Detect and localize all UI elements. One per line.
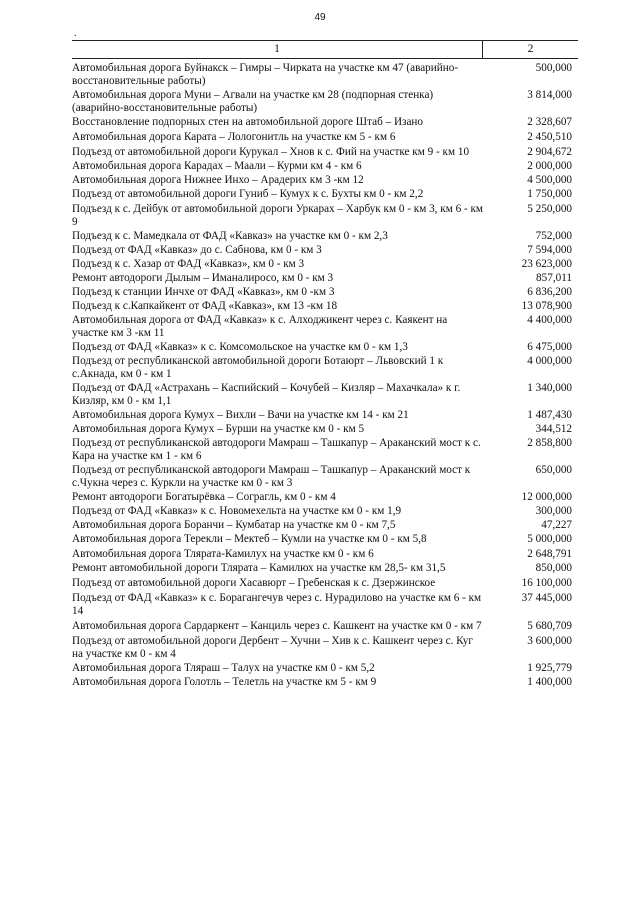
amount-value: 23 623,000: [521, 258, 572, 270]
table-row: [72, 230, 578, 243]
amount-value: 4 500,000: [527, 174, 572, 186]
table-row: [72, 577, 578, 590]
table-row: [72, 409, 578, 422]
amount-value: 857,011: [536, 272, 572, 284]
table-row: [72, 423, 578, 436]
table-row: [72, 382, 578, 408]
road-description: Подъезд от автомобильной дороги Хасавюрт – Гребенская к с. Дзержинское: [72, 577, 436, 589]
road-description: Автомобильная дорога от ФАД «Кавказ» к с. Алходжикент через с. Каякент на участке км 3 -км 11: [72, 314, 448, 339]
road-description: Подъезд от республиканской автомобильной дороги Ботаюрт – Львовский 1 к с.Акнада, км 0 - км 1: [72, 355, 444, 380]
amount-value: 6 836,200: [527, 286, 572, 298]
table-row: [72, 188, 578, 201]
amount-value: 5 680,709: [527, 620, 572, 632]
table-row: [72, 355, 578, 381]
page-number: 49: [314, 12, 326, 23]
road-description: Подъезд от ФАД «Кавказ» к с. Борагангечув через с. Нурадилово на участке км 6 - км 14: [72, 592, 482, 617]
amount-value: 2 450,510: [527, 131, 572, 143]
table-row: [72, 203, 578, 229]
amount-value: 1 340,000: [527, 382, 572, 394]
table-row: [72, 300, 578, 313]
road-description: Автомобильная дорога Боранчи – Кумбатар на участке км 0 - км 7,5: [72, 519, 396, 531]
column-header-1: 1: [72, 41, 483, 58]
amount-value: 1 925,779: [527, 662, 572, 674]
table-row: [72, 341, 578, 354]
amount-value: 1 750,000: [527, 188, 572, 200]
road-description: Автомобильная дорога Буйнакск – Гимры – Чирката на участке км 47 (аварийно-восстановительные работы): [72, 62, 459, 87]
road-description: Подъезд от ФАД «Кавказ» к с. Комсомольское на участке км 0 - км 1,3: [72, 341, 408, 353]
amount-value: 47,227: [541, 519, 572, 531]
amount-value: 7 594,000: [527, 244, 572, 256]
amount-value: 500,000: [535, 62, 572, 74]
table-row: [72, 272, 578, 285]
road-description: Автомобильная дорога Тлярата-Камилух на участке км 0 - км 6: [72, 548, 374, 560]
road-description: Подъезд от автомобильной дороги Курукал – Хнов к с. Фий на участке км 9 - км 10: [72, 146, 470, 158]
table-row: [72, 662, 578, 675]
amount-value: 300,000: [535, 505, 572, 517]
road-description: Подъезд к с. Хазар от ФАД «Кавказ», км 0 - км 3: [72, 258, 305, 270]
road-description: Автомобильная дорога Кумух – Вихли – Вачи на участке км 14 - км 21: [72, 409, 409, 421]
table-row: [72, 89, 578, 115]
table-row: [72, 244, 578, 257]
amount-value: 344,512: [535, 423, 572, 435]
amount-value: 12 000,000: [521, 491, 572, 503]
table-row: [72, 548, 578, 561]
table-row: [72, 676, 578, 689]
amount-value: 37 445,000: [521, 592, 572, 604]
amount-value: 2 000,000: [527, 160, 572, 172]
road-description: Автомобильная дорога Сардаркент – Канциль через с. Кашкент на участке км 0 - км 7: [72, 620, 482, 632]
table-header: [72, 41, 578, 59]
road-description: Подъезд от республиканской автодороги Мамраш – Ташкапур – Араканский мост к с. Кара на участке км 1 - км 6: [72, 437, 481, 462]
amount-value: 4 400,000: [527, 314, 572, 326]
road-description: Подъезд от ФАД «Кавказ» к с. Новомехельта на участке км 0 - км 1,9: [72, 505, 402, 517]
amount-value: 5 250,000: [527, 203, 572, 215]
amount-value: 1 487,430: [527, 409, 572, 421]
amount-value: 2 858,800: [527, 437, 572, 449]
road-description: Подъезд от республиканской автодороги Мамраш – Ташкапур – Араканский мост к с.Чукна через с. Куркли на участке км 0 - км 3: [72, 464, 471, 489]
table-row: [72, 562, 578, 575]
amount-value: 2 328,607: [527, 116, 572, 128]
amount-value: 4 000,000: [527, 355, 572, 367]
table-row: [72, 464, 578, 490]
column-header-2: 2: [527, 43, 534, 55]
table-row: [72, 146, 578, 159]
table-row: [72, 592, 578, 618]
road-description: Автомобильная дорога Муни – Агвали на участке км 28 (подпорная стенка) (аварийно-восстановительные работы): [72, 89, 434, 114]
margin-mark: .: [74, 28, 77, 39]
table-row: [72, 258, 578, 271]
amount-value: 650,000: [535, 464, 572, 476]
road-description: Ремонт автомобильной дороги Тлярата – Камилюх на участке км 28,5- км 31,5: [72, 562, 446, 574]
amount-value: 6 475,000: [527, 341, 572, 353]
road-description: Подъезд к станции Инчхе от ФАД «Кавказ», км 0 -км 3: [72, 286, 335, 298]
road-description: Подъезд от ФАД «Астрахань – Каспийский – Кочубей – Кизляр – Махачкала» к г. Кизляр, км 0 - км 1,1: [72, 382, 461, 407]
table-row: [72, 314, 578, 340]
amount-value: 752,000: [535, 230, 572, 242]
road-description: Автомобильная дорога Нижнее Инхо – Арадерих км 3 -км 12: [72, 174, 364, 186]
road-description: Восстановление подпорных стен на автомобильной дороге Штаб – Изано: [72, 116, 424, 128]
table-row: [72, 491, 578, 504]
table-row: [72, 533, 578, 546]
table-row: [72, 635, 578, 661]
table-row: [72, 505, 578, 518]
road-description: Автомобильная дорога Голотль – Телетль на участке км 5 - км 9: [72, 676, 377, 688]
road-description: Подъезд к с. Дейбук от автомобильной дороги Уркарах – Харбук км 0 - км 3, км 6 - км 9: [72, 203, 484, 228]
table-row: [72, 174, 578, 187]
table-row: [72, 519, 578, 532]
table-body: [72, 59, 578, 689]
road-description: Подъезд к с. Мамедкала от ФАД «Кавказ» на участке км 0 - км 2,3: [72, 230, 388, 242]
table-row: [72, 620, 578, 633]
road-description: Подъезд к с.Капкайкент от ФАД «Кавказ», км 13 -км 18: [72, 300, 338, 312]
amount-value: 2 648,791: [527, 548, 572, 560]
amount-value: 2 904,672: [527, 146, 572, 158]
amount-value: 1 400,000: [527, 676, 572, 688]
road-description: Автомобильная дорога Кумух – Бурши на участке км 0 - км 5: [72, 423, 365, 435]
amount-value: 3 814,000: [527, 89, 572, 101]
table-row: [72, 437, 578, 463]
amount-value: 13 078,900: [521, 300, 572, 312]
table-row: [72, 131, 578, 144]
table-row: [72, 286, 578, 299]
table-row: [72, 116, 578, 129]
amount-value: 3 600,000: [527, 635, 572, 647]
road-description: Подъезд от автомобильной дороги Гуниб – Кумух к с. Бухты км 0 - км 2,2: [72, 188, 424, 200]
amount-value: 16 100,000: [521, 577, 572, 589]
road-description: Автомобильная дорога Карадах – Маали – Курми км 4 - км 6: [72, 160, 362, 172]
road-description: Автомобильная дорога Карата – Лологонитль на участке км 5 - км 6: [72, 131, 396, 143]
budget-table: [72, 40, 578, 689]
amount-value: 5 000,000: [527, 533, 572, 545]
road-description: Автомобильная дорога Терекли – Мектеб – Кумли на участке км 0 - км 5,8: [72, 533, 427, 545]
amount-value: 850,000: [535, 562, 572, 574]
table-row: [72, 62, 578, 88]
road-description: Автомобильная дорога Тляраш – Талух на участке км 0 - км 5,2: [72, 662, 375, 674]
road-description: Ремонт автодороги Богатырёвка – Сограгль, км 0 - км 4: [72, 491, 336, 503]
road-description: Подъезд от ФАД «Кавказ» до с. Сабнова, км 0 - км 3: [72, 244, 322, 256]
road-description: Подъезд от автомобильной дороги Дербент – Хучни – Хив к с. Кашкент через с. Куг на участке км 0 - км 4: [72, 635, 473, 660]
table-row: [72, 160, 578, 173]
road-description: Ремонт автодороги Дылым – Иманалиросо, км 0 - км 3: [72, 272, 334, 284]
